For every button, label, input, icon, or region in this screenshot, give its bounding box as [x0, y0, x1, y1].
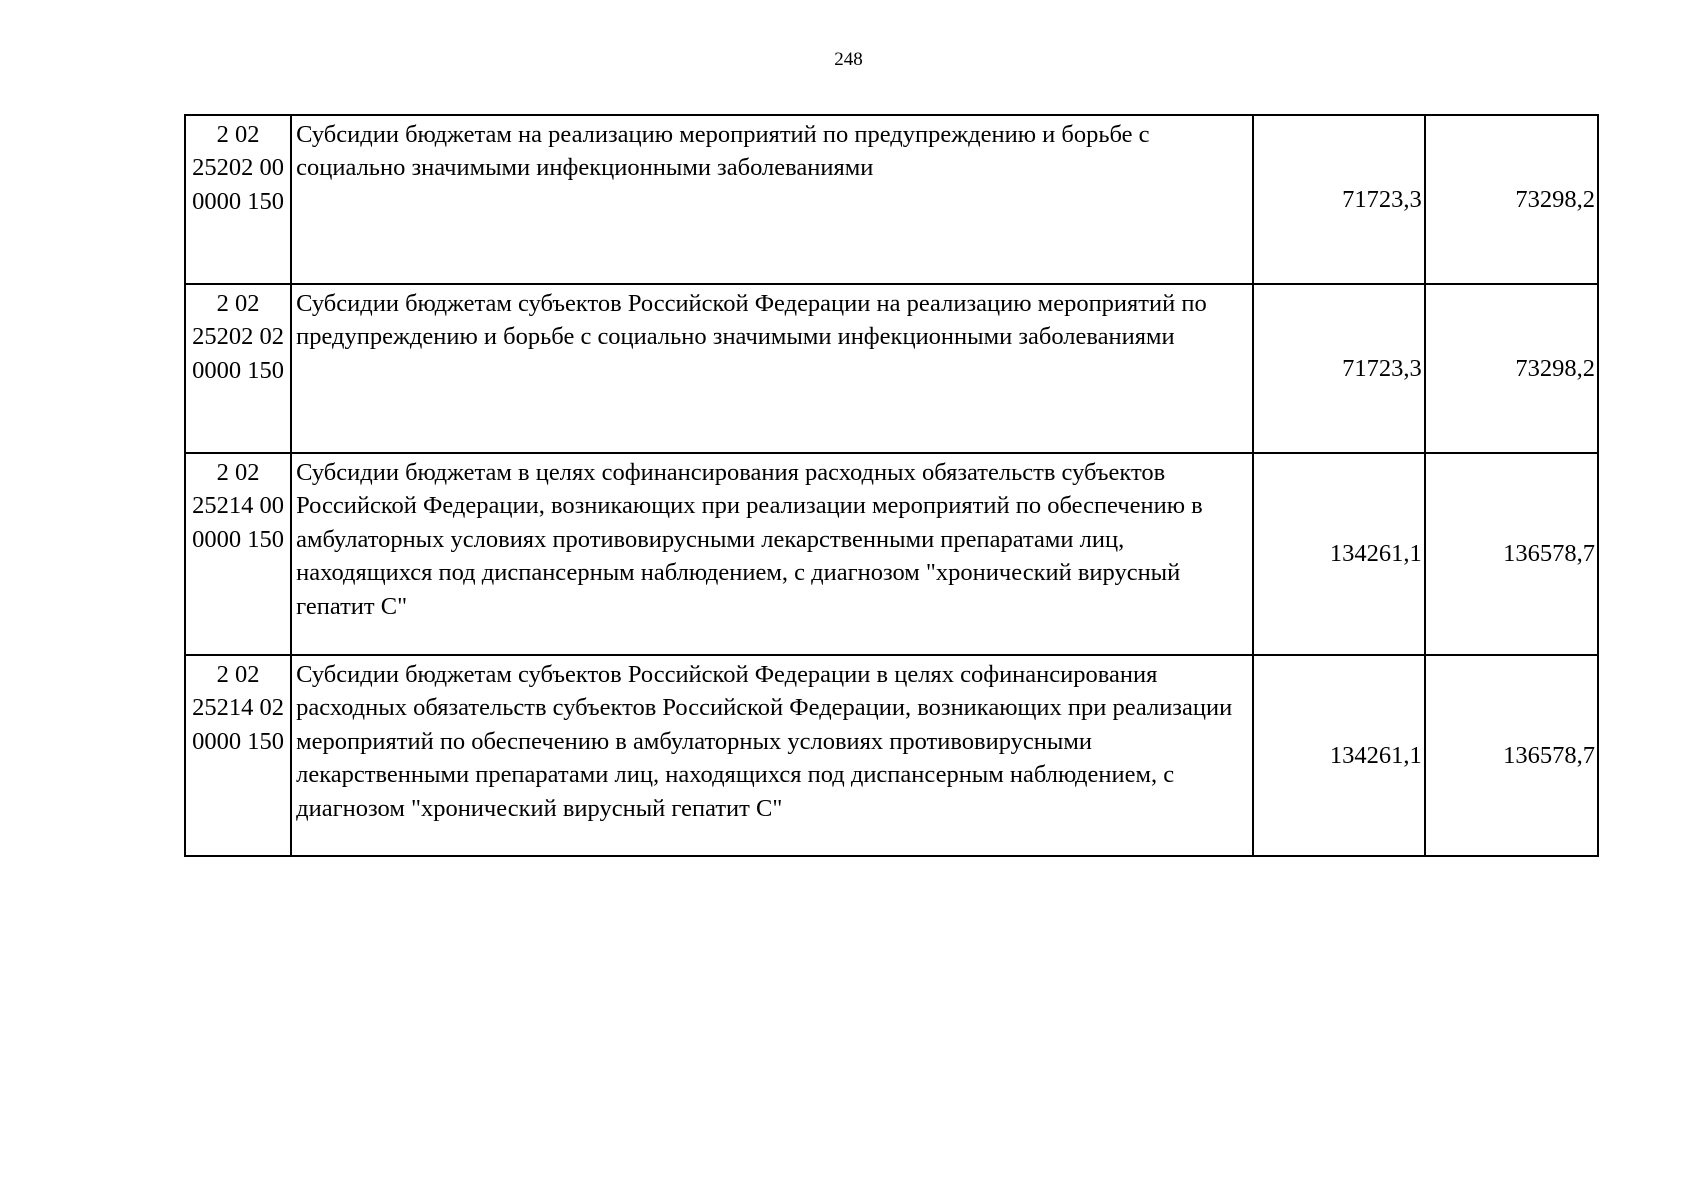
- table-row: [185, 284, 1598, 453]
- budget-code-cell: [185, 453, 291, 655]
- page-number: 248: [834, 49, 863, 70]
- budget-code-line: 0000 150: [192, 187, 284, 215]
- budget-code-line: 2 02: [216, 661, 260, 688]
- amount-second-cell: 136578,7: [1425, 453, 1598, 655]
- budget-code-line: 0000 150: [192, 356, 284, 384]
- income-name-cell: Субсидии бюджетам в целях софинансирования расходных обязательств субъектов Российской Федерации, возникающих при реализации мероприятий по обеспечению в амбулаторных условиях противовирусными лекарственными препаратами лиц, находящихся под диспансерным наблюдением, с диагнозом "хронический вирусный гепатит С": [291, 453, 1252, 655]
- budget-code-line: 2 02: [216, 459, 260, 486]
- budget-code-cell: [185, 284, 291, 453]
- budget-code-line: 25214 00: [192, 492, 284, 520]
- table-row: [185, 115, 1598, 284]
- table-row: [185, 655, 1598, 856]
- amount-first-cell: 71723,3: [1253, 115, 1425, 284]
- budget-code-line: 25214 02: [192, 694, 284, 722]
- income-name-cell: Субсидии бюджетам субъектов Российской Федерации на реализацию мероприятий по предупреждению и борьбе с социально значимыми инфекционными заболеваниями: [291, 284, 1252, 453]
- amount-second-cell: 73298,2: [1425, 115, 1598, 284]
- budget-code-line: 25202 00: [192, 154, 284, 182]
- budget-code-cell: [185, 655, 291, 856]
- amount-first-cell: 71723,3: [1253, 284, 1425, 453]
- budget-code-line: 25202 02: [192, 323, 284, 351]
- budget-code-cell: [185, 115, 291, 284]
- budget-table: [184, 114, 1599, 857]
- amount-second-cell: 136578,7: [1425, 655, 1598, 856]
- income-name-cell: Субсидии бюджетам на реализацию мероприятий по предупреждению и борьбе с социально значимыми инфекционными заболеваниями: [291, 115, 1252, 284]
- budget-code-line: 2 02: [216, 290, 260, 317]
- amount-second-cell: 73298,2: [1425, 284, 1598, 453]
- amount-first-cell: 134261,1: [1253, 655, 1425, 856]
- table-row: [185, 453, 1598, 655]
- amount-first-cell: 134261,1: [1253, 453, 1425, 655]
- budget-code-line: 0000 150: [192, 727, 284, 755]
- budget-code-line: 2 02: [216, 121, 260, 148]
- income-name-cell: Субсидии бюджетам субъектов Российской Федерации в целях софинансирования расходных обязательств субъектов Российской Федерации, возникающих при реализации мероприятий по обеспечению в амбулаторных условиях противовирусными лекарственными препаратами лиц, находящихся под диспансерным наблюдением, с диагнозом "хронический вирусный гепатит С": [291, 655, 1252, 856]
- budget-code-line: 0000 150: [192, 525, 284, 553]
